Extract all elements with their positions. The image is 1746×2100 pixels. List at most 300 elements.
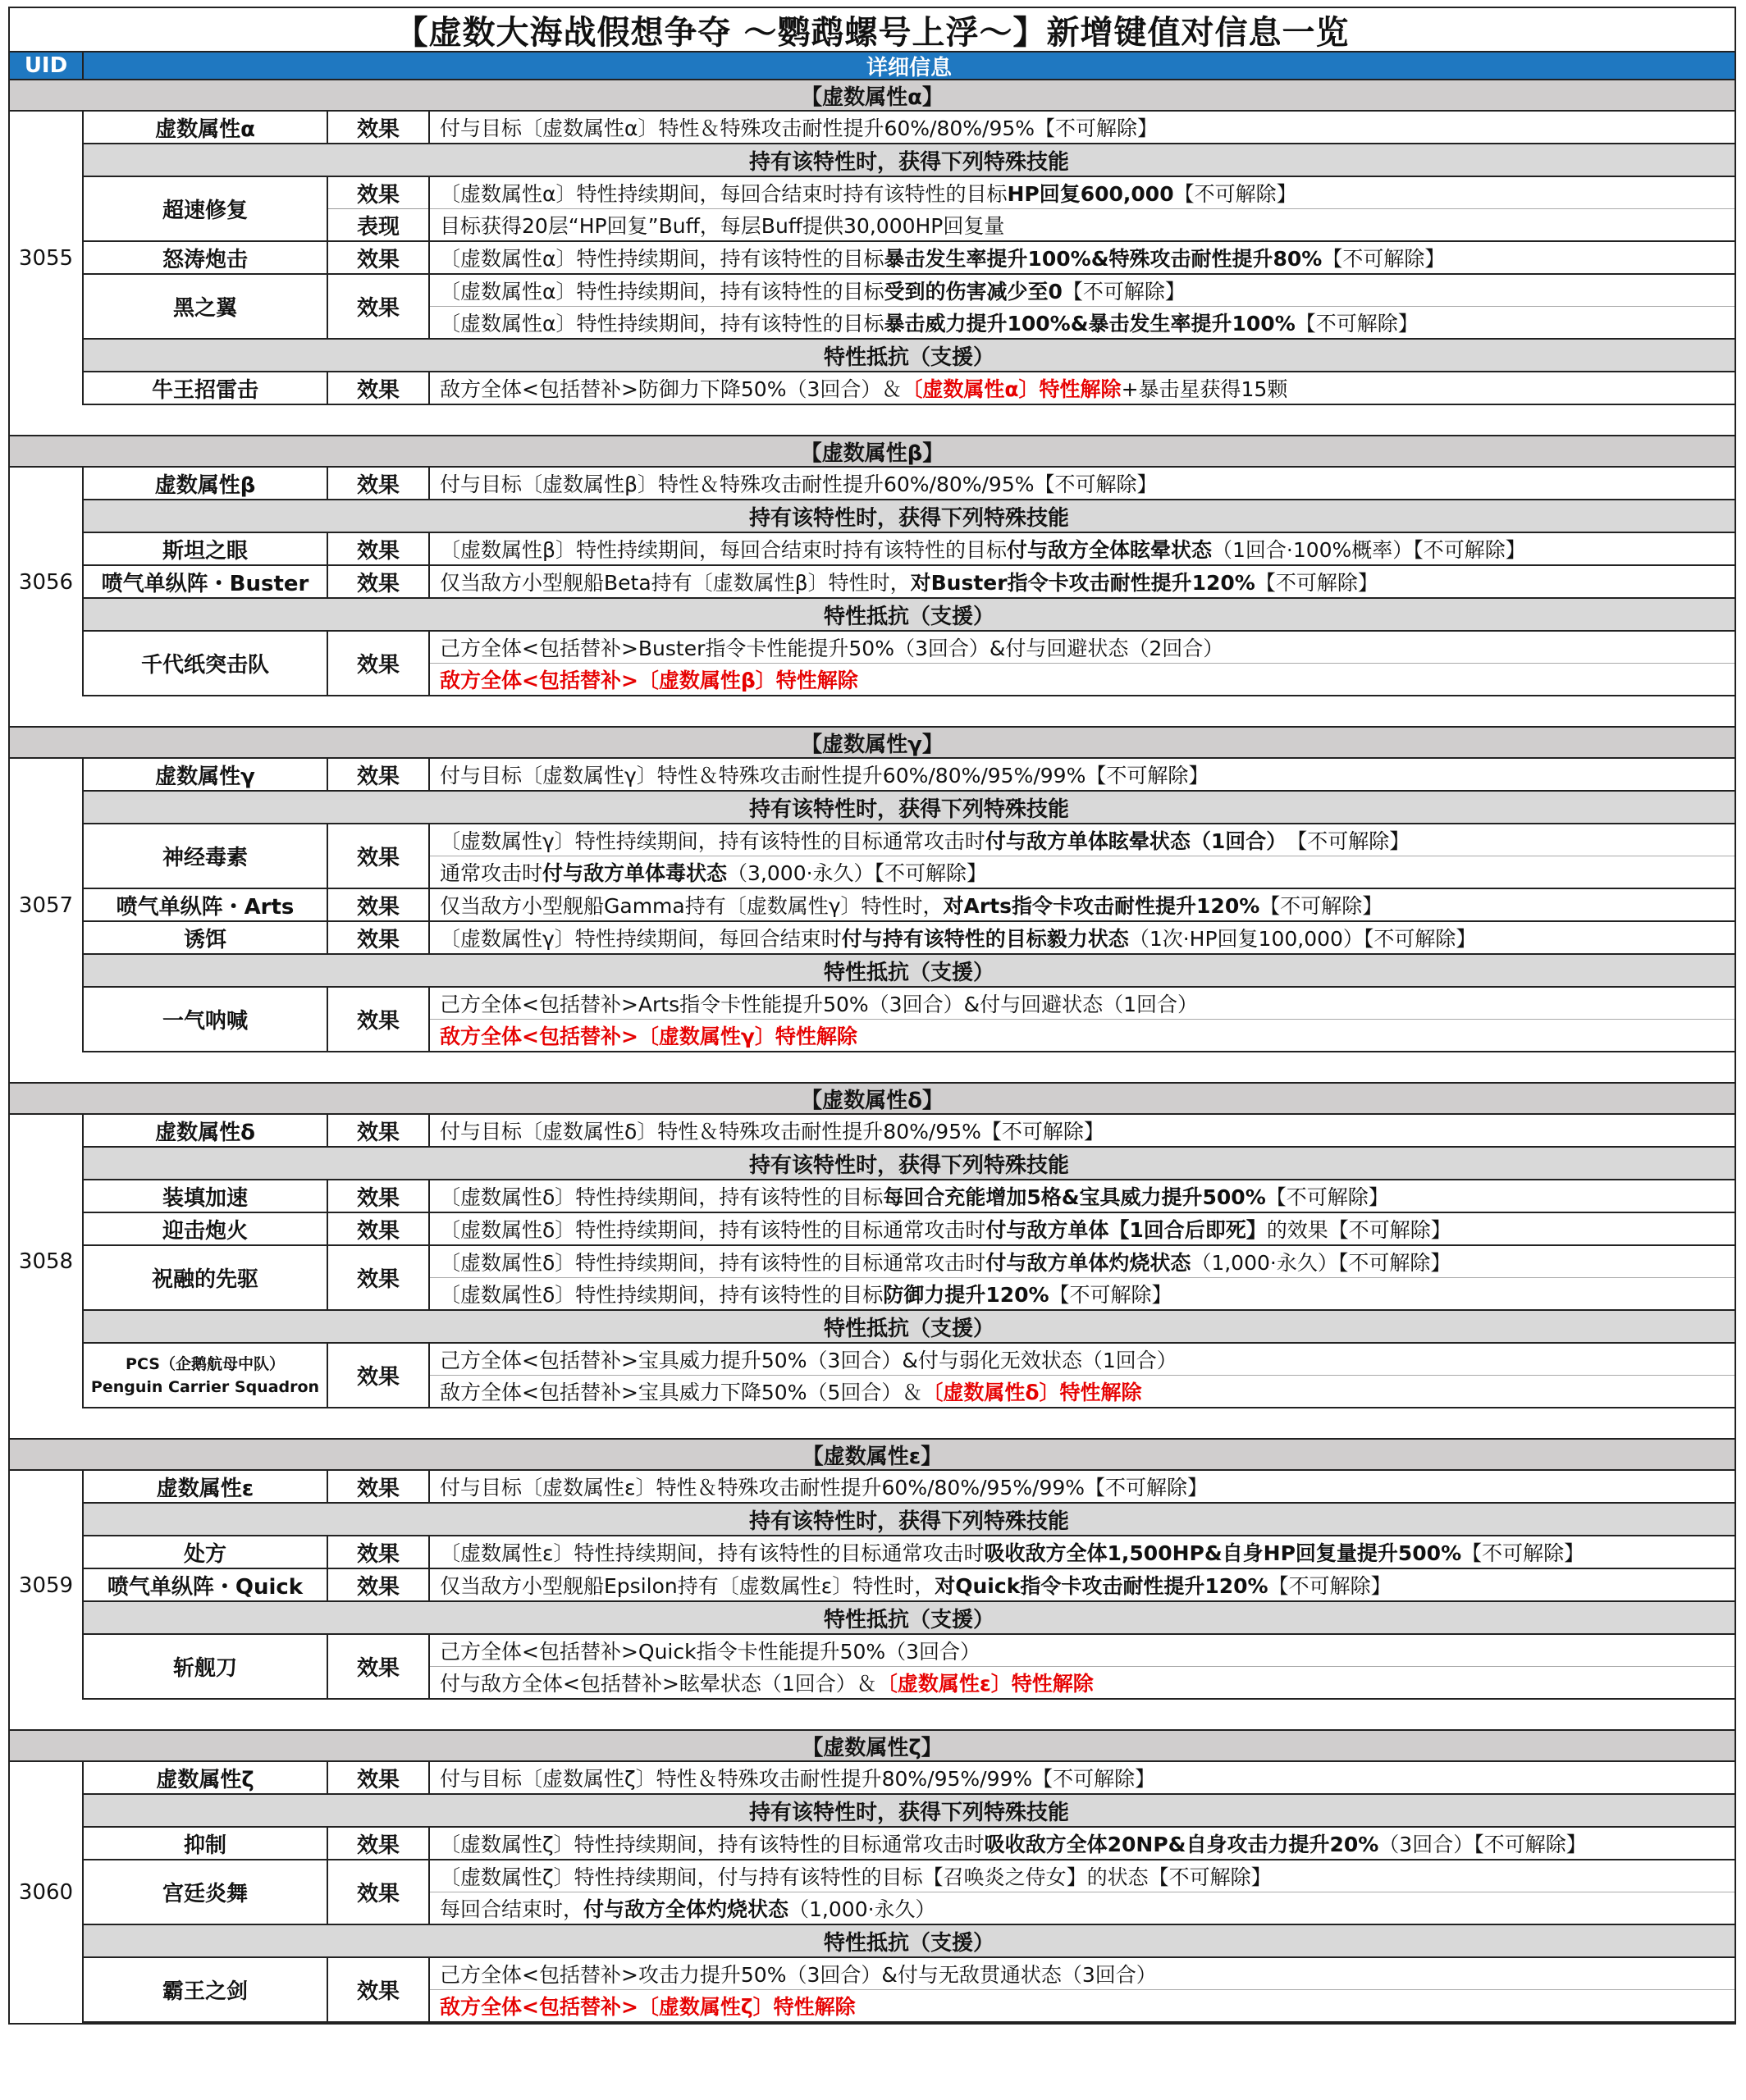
skill-name (84, 533, 328, 564)
uid-cell: 3059 (10, 1471, 84, 1700)
skill-name (84, 988, 328, 1051)
skill-row (84, 1860, 1735, 1925)
section-block (8, 1438, 1736, 1700)
detail-column (430, 1115, 1735, 1146)
skill-name-text: 超速修复 (162, 199, 248, 223)
skill-name-text: 一气呐喊 (162, 1009, 248, 1034)
detail-text: 付与目标〔虚数属性ε〕特性＆特殊攻击耐性提升60%/80%/95%/99%【不可解除】 (440, 1476, 1209, 1500)
detail-text: （1回合·100%概率）【不可解除】 (1211, 538, 1526, 562)
section-title: 【虚数属性γ】 (10, 728, 1735, 759)
detail-column (430, 1762, 1735, 1793)
skill-row (84, 468, 1735, 500)
group-band: 持有该特性时，获得下列特殊技能 (84, 144, 1735, 177)
bold-text: 吸收敌方全体1,500HP&自身HP回复量提升500% (984, 1541, 1462, 1565)
detail-line (430, 275, 1735, 306)
effect-label-column (328, 533, 430, 564)
skill-name-text: 虚数属性ζ (156, 1767, 254, 1792)
detail-line (430, 824, 1735, 856)
effect-label: 效果 (356, 538, 400, 564)
detail-column (430, 1958, 1735, 2021)
detail-text: 每回合结束时， (440, 1897, 584, 1921)
detail-line (430, 1892, 1735, 1924)
detail-column (430, 759, 1735, 790)
section-body (10, 759, 1735, 1052)
skill-name-text: 虚数属性δ (155, 1120, 255, 1145)
bold-text: 付与敌方全体灼烧状态 (583, 1897, 789, 1921)
detail-text: 付与目标〔虚数属性γ〕特性＆特殊攻击耐性提升60%/80%/95%/99%【不可解除】 (440, 764, 1209, 788)
effect-label-column (328, 824, 430, 888)
detail-text: （1次·HP回复100,000）【不可解除】 (1128, 927, 1477, 951)
section-title: 【虚数属性δ】 (10, 1084, 1735, 1115)
detail-text: 付与目标〔虚数属性δ〕特性＆特殊攻击耐性提升80%/95%【不可解除】 (440, 1120, 1104, 1144)
skill-name-text: 喷气单纵阵・Buster (101, 571, 309, 596)
detail-line (430, 1180, 1735, 1212)
detail-text: 【不可解除】 (1259, 894, 1383, 918)
detail-line (430, 632, 1735, 663)
detail-line (430, 306, 1735, 338)
detail-column (430, 922, 1735, 953)
detail-text: 【不可解除】 (1049, 1283, 1172, 1307)
group-band: 持有该特性时，获得下列特殊技能 (84, 1504, 1735, 1536)
skill-name-text: PCS（企鹅航母中队） (126, 1354, 285, 1373)
effect-label-column (328, 1471, 430, 1502)
skill-name (84, 922, 328, 953)
group-band: 特性抵抗（支援） (84, 1925, 1735, 1958)
detail-text: 仅当敌方小型舰船Epsilon持有〔虚数属性ε〕特性时， (440, 1574, 935, 1598)
effect-label-column (328, 889, 430, 920)
uid-cell: 3058 (10, 1115, 84, 1408)
skill-name (84, 1860, 328, 1924)
section-rows (84, 468, 1735, 696)
skill-name-text: 虚数属性γ (155, 764, 255, 789)
skill-row (84, 1213, 1735, 1246)
detail-text: 【不可解除】 (1265, 1185, 1389, 1209)
detail-text: 目标获得20层“HP回复”Buff，每层Buff提供30,000HP回复量 (440, 214, 1005, 238)
detail-line (430, 663, 1735, 695)
skill-name (84, 1569, 328, 1600)
detail-column (430, 275, 1735, 338)
detail-text: 〔虚数属性β〕特性持续期间，每回合结束时持有该特性的目标 (440, 538, 1007, 562)
detail-line (430, 1958, 1735, 1989)
effect-label-column (328, 468, 430, 499)
skill-name-text: 装填加速 (162, 1185, 248, 1211)
detail-line (430, 1246, 1735, 1277)
skill-name-text: 诱饵 (183, 927, 226, 952)
detail-line (430, 1115, 1735, 1146)
detail-text: 【不可解除】 (1062, 280, 1186, 304)
detail-line (430, 1569, 1735, 1600)
skill-row (84, 112, 1735, 144)
detail-line (430, 889, 1735, 920)
detail-line (430, 1019, 1735, 1051)
bold-text: 付与敌方单体眩晕状态（1回合） (985, 829, 1287, 853)
skill-row (84, 1344, 1735, 1408)
bold-text: 付与敌方全体眩晕状态 (1006, 538, 1212, 562)
detail-text: （1,000·永久） (788, 1897, 936, 1921)
detail-text: 【不可解除】 (1287, 829, 1410, 853)
bold-text: 付与敌方单体【1回合后即死】 (985, 1218, 1267, 1242)
effect-label: 效果 (356, 1979, 400, 2004)
highlight-text: 敌方全体<包括替补>〔虚数属性γ〕特性解除 (440, 1025, 857, 1048)
detail-line (430, 208, 1735, 240)
detail-line (430, 177, 1735, 208)
detail-text: 敌方全体<包括替补>防御力下降50%（3回合）＆ (440, 377, 903, 401)
detail-column (430, 1471, 1735, 1502)
detail-line (430, 533, 1735, 564)
section-gap (8, 1408, 1736, 1438)
skill-name (84, 632, 328, 695)
skill-name (84, 275, 328, 338)
skill-name-text: 迎击炮火 (162, 1218, 248, 1244)
skill-name-text: 虚数属性β (154, 472, 256, 498)
detail-text: 【不可解除】 (1295, 312, 1419, 336)
group-band: 特性抵抗（支援） (84, 1602, 1735, 1635)
detail-line (430, 1989, 1735, 2021)
skill-row (84, 889, 1735, 922)
detail-text: 【不可解除】 (1461, 1541, 1585, 1565)
skill-row (84, 1635, 1735, 1700)
detail-text: 【不可解除】 (1322, 247, 1446, 271)
detail-text: 己方全体<包括替补>宝具威力提升50%（3回合）&付与弱化无效状态（1回合） (440, 1349, 1177, 1372)
skill-name-text: 虚数属性α (155, 116, 255, 142)
detail-text: 〔虚数属性δ〕特性持续期间，持有该特性的目标 (440, 1283, 884, 1307)
effect-label: 效果 (356, 472, 400, 498)
detail-line (430, 759, 1735, 790)
effect-label: 效果 (356, 1656, 400, 1681)
section-rows (84, 112, 1735, 405)
uid-cell: 3057 (10, 759, 84, 1052)
detail-text: 〔虚数属性δ〕特性持续期间，持有该特性的目标通常攻击时 (440, 1218, 986, 1242)
highlight-text: 敌方全体<包括替补>〔虚数属性ζ〕特性解除 (440, 1995, 856, 2019)
effect-label-column (328, 372, 430, 404)
detail-text: 己方全体<包括替补>Quick指令卡性能提升50%（3回合） (440, 1640, 981, 1664)
section-title: 【虚数属性α】 (10, 80, 1735, 112)
detail-line (430, 242, 1735, 273)
skill-row (84, 1762, 1735, 1795)
detail-line (430, 566, 1735, 597)
uid-header: UID (10, 52, 84, 79)
effect-label-column (328, 177, 430, 240)
section-body (10, 1471, 1735, 1700)
detail-text: 己方全体<包括替补>Arts指令卡性能提升50%（3回合）&付与回避状态（1回合） (440, 993, 1198, 1016)
skill-row (84, 1115, 1735, 1148)
skill-name (84, 759, 328, 790)
highlight-text: 〔虚数属性α〕特性解除 (902, 377, 1122, 401)
section-body (10, 112, 1735, 405)
group-band: 特性抵抗（支援） (84, 340, 1735, 372)
skill-name-text: 抑制 (183, 1833, 226, 1858)
detail-line (430, 1536, 1735, 1568)
detail-line (430, 1762, 1735, 1793)
group-band: 持有该特性时，获得下列特殊技能 (84, 1148, 1735, 1180)
effect-label-column (328, 1213, 430, 1244)
detail-text: 付与目标〔虚数属性β〕特性＆特殊攻击耐性提升60%/80%/95%【不可解除】 (440, 472, 1158, 496)
section-rows (84, 1115, 1735, 1408)
skill-name-text: 千代纸突击队 (140, 653, 269, 678)
detail-text: 仅当敌方小型舰船Beta持有〔虚数属性β〕特性时， (440, 571, 911, 595)
group-band: 持有该特性时，获得下列特殊技能 (84, 500, 1735, 533)
section-rows (84, 1762, 1735, 2023)
detail-column (430, 177, 1735, 240)
uid-cell: 3056 (10, 468, 84, 696)
detail-column (430, 372, 1735, 404)
effect-label-column (328, 922, 430, 953)
detail-column (430, 1246, 1735, 1309)
detail-text: 〔虚数属性ε〕特性持续期间，持有该特性的目标通常攻击时 (440, 1541, 985, 1565)
skill-row (84, 759, 1735, 792)
effect-label-column (328, 759, 430, 790)
detail-column (430, 566, 1735, 597)
skill-name-text: 霸王之剑 (162, 1979, 248, 2004)
effect-label: 效果 (356, 1218, 400, 1244)
detail-text: 付与敌方全体<包括替补>眩晕状态（1回合）＆ (440, 1672, 877, 1696)
detail-text: 己方全体<包括替补>Buster指令卡性能提升50%（3回合）&付与回避状态（2回合） (440, 637, 1224, 660)
info-table (8, 7, 1736, 2025)
skill-row (84, 1569, 1735, 1602)
skill-name (84, 1828, 328, 1859)
detail-line (430, 922, 1735, 953)
detail-column (430, 988, 1735, 1051)
bold-text: 对Quick指令卡攻击耐性提升120% (935, 1574, 1268, 1598)
detail-text: （3回合）【不可解除】 (1378, 1833, 1587, 1856)
section-gap (8, 1052, 1736, 1082)
detail-line (430, 468, 1735, 499)
detail-line (430, 1344, 1735, 1375)
bold-text: 暴击威力提升100%&暴击发生率提升100% (884, 312, 1296, 336)
detail-text: （3,000·永久）【不可解除】 (727, 861, 988, 885)
skill-name (84, 889, 328, 920)
sections-container (8, 79, 1736, 2023)
section-block (8, 1729, 1736, 2023)
section-block (8, 435, 1736, 696)
skill-name (84, 1471, 328, 1502)
bold-text: 受到的伤害减少至0 (884, 280, 1063, 304)
skill-row (84, 632, 1735, 696)
detail-column (430, 1860, 1735, 1924)
detail-text: 〔虚数属性α〕特性持续期间，持有该特性的目标 (440, 247, 884, 271)
section-block (8, 79, 1736, 405)
bold-text: 对Arts指令卡攻击耐性提升120% (943, 894, 1260, 918)
detail-column (430, 1536, 1735, 1568)
effect-label-column (328, 1246, 430, 1309)
detail-column (430, 468, 1735, 499)
skill-row (84, 1471, 1735, 1504)
skill-row (84, 177, 1735, 242)
skill-name (84, 372, 328, 404)
detail-text: 通常攻击时 (440, 861, 543, 885)
effect-label-column (328, 566, 430, 597)
detail-text: 〔虚数属性ζ〕特性持续期间，付与持有该特性的目标【召唤炎之侍女】的状态【不可解除】 (440, 1865, 1272, 1889)
detail-text: 付与目标〔虚数属性α〕特性＆特殊攻击耐性提升60%/80%/95%【不可解除】 (440, 116, 1159, 140)
section-gap (8, 696, 1736, 726)
detail-text: 〔虚数属性ζ〕特性持续期间，持有该特性的目标通常攻击时 (440, 1833, 985, 1856)
skill-row (84, 1828, 1735, 1860)
highlight-text: 敌方全体<包括替补>〔虚数属性β〕特性解除 (440, 669, 858, 692)
bold-text: HP回复600,000 (1007, 182, 1174, 206)
skill-name-text: Penguin Carrier Squadron (90, 1377, 320, 1396)
effect-label-column (328, 1115, 430, 1146)
group-band: 特性抵抗（支援） (84, 955, 1735, 988)
bold-text: 付与敌方单体灼烧状态 (985, 1251, 1191, 1275)
detail-text: 〔虚数属性α〕特性持续期间，每回合结束时持有该特性的目标 (440, 182, 1008, 206)
group-band: 持有该特性时，获得下列特殊技能 (84, 1795, 1735, 1828)
detail-header: 详细信息 (866, 55, 952, 80)
table-bottom-border (8, 2023, 1736, 2025)
detail-text: 己方全体<包括替补>攻击力提升50%（3回合）&付与无敌贯通状态（3回合） (440, 1963, 1157, 1987)
skill-name (84, 177, 328, 240)
skill-row (84, 922, 1735, 955)
skill-row (84, 988, 1735, 1052)
effect-label: 效果 (356, 1009, 400, 1034)
detail-line (430, 1860, 1735, 1892)
detail-line (430, 988, 1735, 1019)
effect-label: 效果 (356, 1882, 400, 1906)
effect-label: 效果 (356, 1365, 400, 1390)
bold-text: 对Buster指令卡攻击耐性提升120% (910, 571, 1255, 595)
skill-name (84, 1344, 328, 1407)
effect-label-column (328, 1958, 430, 2021)
detail-column (430, 1828, 1735, 1859)
group-band: 特性抵抗（支援） (84, 1311, 1735, 1344)
skill-name-text: 喷气单纵阵・Quick (107, 1574, 304, 1600)
skill-row (84, 1958, 1735, 2023)
detail-line (430, 1666, 1735, 1698)
effect-label-column (328, 1762, 430, 1793)
table-header (8, 51, 1736, 79)
skill-name-text: 斯坦之眼 (162, 538, 248, 564)
effect-label-column (328, 275, 430, 338)
effect-label: 效果 (356, 1541, 400, 1567)
highlight-text: 〔虚数属性δ〕特性解除 (922, 1381, 1142, 1404)
group-band: 特性抵抗（支援） (84, 599, 1735, 632)
skill-name (84, 1115, 328, 1146)
effect-label-column (328, 1536, 430, 1568)
skill-name (84, 468, 328, 499)
effect-label: 效果 (356, 1833, 400, 1858)
effect-label: 表现 (328, 208, 428, 240)
detail-text: 〔虚数属性δ〕特性持续期间，持有该特性的目标 (440, 1185, 884, 1209)
section-block (8, 1082, 1736, 1408)
detail-line (430, 1828, 1735, 1859)
effect-label-column (328, 112, 430, 143)
effect-label: 效果 (356, 377, 400, 403)
section-body (10, 1762, 1735, 2023)
skill-name (84, 1958, 328, 2021)
detail-column (430, 1180, 1735, 1212)
detail-line (430, 1471, 1735, 1502)
skill-name-text: 虚数属性ε (156, 1476, 254, 1501)
skill-name (84, 1536, 328, 1568)
skill-name-text: 黑之翼 (172, 296, 237, 321)
effect-label: 效果 (356, 1476, 400, 1501)
skill-name-text: 祝融的先驱 (151, 1267, 258, 1292)
effect-label-column (328, 988, 430, 1051)
effect-label: 效果 (356, 846, 400, 870)
section-block (8, 726, 1736, 1052)
detail-line (430, 856, 1735, 888)
detail-column (430, 112, 1735, 143)
skill-row (84, 275, 1735, 340)
skill-row (84, 1536, 1735, 1569)
detail-column (430, 1344, 1735, 1407)
section-title: 【虚数属性ε】 (10, 1440, 1735, 1471)
detail-column (430, 1569, 1735, 1600)
skill-name-text: 牛王招雷击 (151, 377, 258, 403)
effect-label: 效果 (356, 1574, 400, 1600)
effect-label: 效果 (356, 764, 400, 789)
effect-label-column (328, 1344, 430, 1407)
detail-column (430, 533, 1735, 564)
detail-text: 〔虚数属性γ〕特性持续期间，持有该特性的目标通常攻击时 (440, 829, 985, 853)
skill-row (84, 372, 1735, 405)
detail-column (430, 889, 1735, 920)
detail-text: 〔虚数属性α〕特性持续期间，持有该特性的目标 (440, 280, 884, 304)
skill-name-text: 怒涛炮击 (162, 247, 248, 272)
section-body (10, 1115, 1735, 1408)
effect-label: 效果 (356, 247, 400, 272)
effect-label-column (328, 1569, 430, 1600)
effect-label-column (328, 242, 430, 273)
effect-label-column (328, 632, 430, 695)
detail-column (430, 242, 1735, 273)
detail-line (430, 1277, 1735, 1309)
skill-name (84, 1762, 328, 1793)
effect-label: 效果 (356, 1267, 400, 1292)
skill-name-text: 喷气单纵阵・Arts (116, 894, 295, 920)
effect-label-column (328, 1860, 430, 1924)
skill-name (84, 566, 328, 597)
detail-text: 〔虚数属性δ〕特性持续期间，持有该特性的目标通常攻击时 (440, 1251, 986, 1275)
skill-row (84, 824, 1735, 889)
detail-text: +暴击星获得15颗 (1121, 377, 1288, 401)
detail-line (430, 112, 1735, 143)
skill-name (84, 1635, 328, 1698)
detail-text: （1,000·永久）【不可解除】 (1191, 1251, 1451, 1275)
bold-text: 付与持有该特性的目标毅力状态 (841, 927, 1129, 951)
skill-name (84, 1246, 328, 1309)
section-body (10, 468, 1735, 696)
effect-label-column (328, 1635, 430, 1698)
uid-cell: 3055 (10, 112, 84, 405)
skill-name (84, 112, 328, 143)
detail-line (430, 1213, 1735, 1244)
effect-label: 效果 (356, 182, 400, 208)
detail-column (430, 1635, 1735, 1698)
effect-label: 效果 (356, 927, 400, 952)
detail-text: 【不可解除】 (1173, 182, 1297, 206)
bold-text: 付与敌方单体毒状态 (542, 861, 728, 885)
skill-row (84, 566, 1735, 599)
detail-text: 【不可解除】 (1255, 571, 1378, 595)
detail-text: 〔虚数属性α〕特性持续期间，持有该特性的目标 (440, 312, 884, 336)
skill-row (84, 533, 1735, 566)
section-rows (84, 759, 1735, 1052)
detail-column (430, 824, 1735, 888)
section-gap (8, 1700, 1736, 1729)
section-title: 【虚数属性β】 (10, 436, 1735, 468)
effect-label: 效果 (356, 1185, 400, 1211)
section-title: 【虚数属性ζ】 (10, 1731, 1735, 1762)
bold-text: 每回合充能增加5格&宝具威力提升500% (883, 1185, 1266, 1209)
highlight-text: 〔虚数属性ε〕特性解除 (876, 1672, 1094, 1696)
skill-row (84, 242, 1735, 275)
detail-text: 付与目标〔虚数属性ζ〕特性＆特殊攻击耐性提升80%/95%/99%【不可解除】 (440, 1767, 1156, 1791)
bold-text: 防御力提升120% (883, 1283, 1049, 1307)
effect-label: 效果 (356, 653, 400, 678)
detail-text: 【不可解除】 (1268, 1574, 1392, 1598)
skill-row (84, 1180, 1735, 1213)
skill-name (84, 1180, 328, 1212)
